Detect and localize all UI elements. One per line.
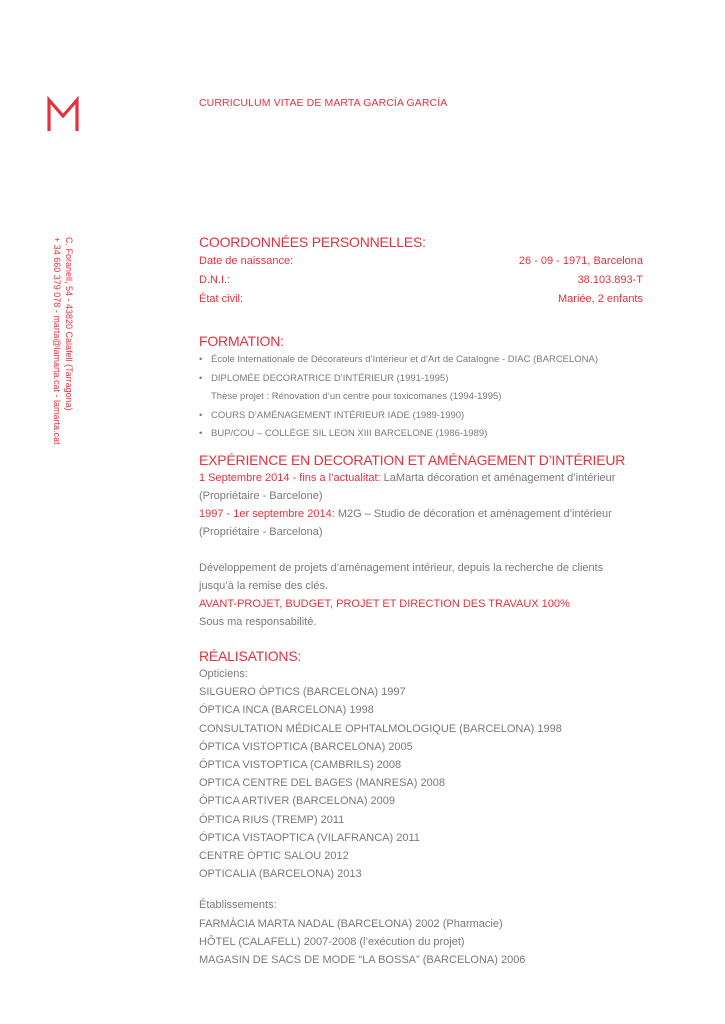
optician-item: ÓPTICA VISTAOPTICA (VILAFRANCA) 2011 (199, 831, 420, 844)
opticians-label: Opticiens: (199, 668, 248, 680)
formation-item-text: COURS D’AMÉNAGEMENT INTÉRIEUR IADE (1989-1990) (211, 409, 465, 421)
experience-heading: EXPÉRIENCE EN DECORATION ET AMÉNAGEMENT D’INTÉRIEUR (199, 452, 626, 468)
optician-item: ÓPTICA INCA (BARCELONA) 1998 (199, 704, 374, 717)
formation-item-text: DIPLOMÉE DECORATRICE D’INTÉRIEUR (1991-1995) (211, 372, 449, 384)
personal-heading: COORDONNÉES PERSONNELLES: (199, 234, 426, 250)
realisations-heading: RÉALISATIONS: (199, 648, 302, 664)
establishments-list (199, 915, 643, 970)
job-1-text: LaMarta décoration et aménagement d’intérieur (380, 472, 616, 484)
personal-value: 38.103.893-T (577, 274, 643, 286)
personal-label: État civil: (199, 293, 244, 305)
formation-heading: FORMATION: (199, 333, 284, 349)
job-2-role: (Propriétaire - Barcelona) (199, 526, 323, 538)
realisations-section (199, 648, 643, 969)
responsibility-line: Sous ma responsabilité. (199, 616, 317, 628)
formation-section (199, 333, 643, 444)
optician-item: CONSULTATION MÉDICALE OPHTALMOLOGIQUE (BARCELONA) 1998 (199, 722, 562, 735)
formation-item (199, 370, 643, 389)
opticians-list (199, 683, 643, 883)
optician-item: CENTRE ÒPTIC SALOU 2012 (199, 850, 349, 863)
personal-row (199, 271, 643, 290)
job-1 (199, 469, 643, 487)
job-2 (199, 505, 643, 523)
description-line-2: jusqu’à la remise des clés. (199, 580, 329, 592)
sidebar-contact (51, 237, 75, 445)
personal-label: Date de naissance: (199, 255, 294, 267)
establishment-item: HÔTEL (CALAFELL) 2007-2008 (l’exécution du projet) (199, 935, 465, 948)
job-1-date: 1 Septembre 2014 - fins a l’actualitat: (199, 472, 381, 484)
sidebar-phone-email: + 34 660 379 078 - marta@lamarta.cat - lamarta.cat (52, 237, 62, 445)
job-2-date: 1997 - 1er septembre 2014: (199, 508, 335, 520)
personal-value: 26 - 09 - 1971, Barcelona (518, 255, 643, 267)
establishment-item: MAGASIN DE SACS DE MODE “LA BOSSA” (BARCELONA) 2006 (199, 954, 526, 967)
bullet-icon: • (199, 409, 203, 421)
formation-item-text: BUP/COU – COLLÈGE SIL LEON XIII BARCELONE (1986-1989) (211, 428, 488, 439)
formation-item-text: Thèse projet : Rénovation d’un centre pour toxicomanes (1994-1995) (211, 391, 502, 402)
document-title: CURRICULUM VITAE DE MARTA GARCÍA GARCÍA (199, 97, 448, 109)
job-1-role: (Propriétaire - Barcelone) (199, 490, 323, 502)
personal-rows (199, 252, 643, 309)
optician-item: ÓPTICA VISTOPTICA (BARCELONA) 2005 (199, 740, 413, 753)
formation-list (199, 351, 643, 444)
personal-row (199, 290, 643, 309)
personal-section (199, 234, 643, 309)
formation-item-text: École Internationale de Décorateurs d’Intérieur et d’Art de Catalogne - DIAC (BARCELONA) (211, 354, 599, 365)
sidebar-address: C. Foranell, 54 - 43820 Calafell (Tarragona) (64, 237, 74, 411)
establishments-label: Établissements: (199, 899, 277, 912)
formation-item (199, 351, 643, 370)
job-2-text: M2G – Studio de décoration et aménagement d’intérieur (334, 508, 612, 520)
optician-item: OPTICALIA (BARCELONA) 2013 (199, 868, 362, 881)
optician-item: ÓPTICA VISTOPTICA (CAMBRILS) 2008 (199, 759, 402, 772)
highlight-line: AVANT-PROJET, BUDGET, PROJET ET DIRECTION DES TRAVAUX 100% (199, 598, 570, 610)
experience-section (199, 452, 643, 631)
m-logo-icon (46, 96, 80, 132)
optician-item: ÓPTICA RIUS (TREMP) 2011 (199, 813, 345, 826)
optician-item: SILGUERO ÒPTICS (BARCELONA) 1997 (199, 686, 406, 699)
description-line-1: Développement de projets d’aménagement intérieur, depuis la recherche de clients (199, 562, 604, 574)
formation-item (199, 407, 643, 426)
formation-item (199, 388, 643, 407)
bullet-icon: • (199, 372, 203, 384)
optician-item: OPTICA CENTRE DEL BAGES (MANRESA) 2008 (199, 777, 445, 790)
personal-label: D.N.I.: (199, 274, 231, 286)
establishment-item: FARMÀCIA MARTA NADAL (BARCELONA) 2002 (Pharmacie) (199, 917, 503, 930)
formation-item (199, 425, 643, 444)
bullet-icon: • (199, 354, 203, 365)
personal-value: Mariée, 2 enfants (558, 293, 643, 305)
optician-item: ÓPTICA ARTIVER (BARCELONA) 2009 (199, 795, 396, 808)
personal-row (199, 252, 643, 271)
bullet-icon: • (199, 428, 203, 439)
